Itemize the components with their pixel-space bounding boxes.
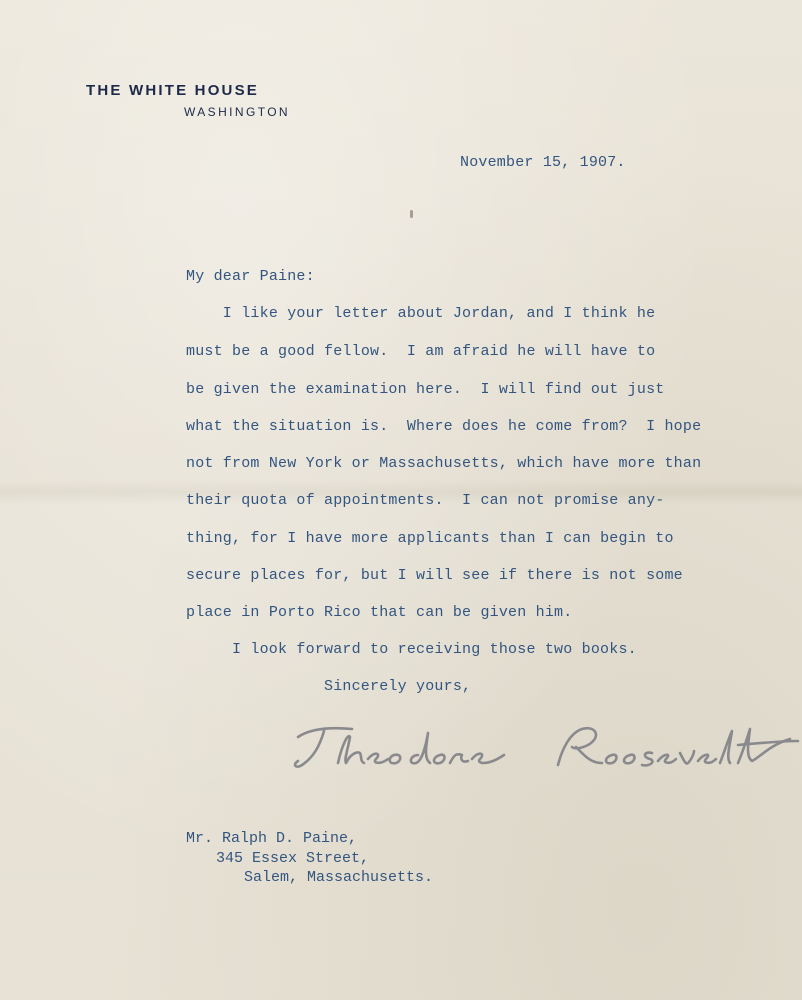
recipient-name: Mr. Ralph D. Paine,	[186, 830, 358, 847]
letter-closing-line: I look forward to receiving those two books.	[232, 641, 637, 658]
letter-date: November 15, 1907.	[460, 154, 626, 171]
recipient-street: 345 Essex Street,	[216, 850, 370, 867]
body-line-1: I like your letter about Jordan, and I think he	[186, 305, 656, 322]
handwritten-signature	[290, 715, 802, 785]
letter-salutation: My dear Paine:	[186, 268, 315, 285]
body-line-6: their quota of appointments. I can not promise any-	[186, 492, 665, 509]
complimentary-close: Sincerely yours,	[324, 678, 472, 695]
body-line-5: not from New York or Massachusetts, which have more than	[186, 455, 702, 472]
recipient-city: Salem, Massachusetts.	[244, 869, 434, 886]
body-line-7: thing, for I have more applicants than I can begin to	[186, 530, 674, 547]
body-line-8: secure places for, but I will see if there is not some	[186, 567, 683, 584]
body-line-4: what the situation is. Where does he come from? I hope	[186, 418, 702, 435]
letterhead-title: THE WHITE HOUSE	[86, 82, 260, 99]
paper-speck	[410, 210, 413, 218]
body-line-3: be given the examination here. I will find out just	[186, 381, 665, 398]
letterhead-subtitle: WASHINGTON	[184, 105, 291, 119]
body-line-9: place in Porto Rico that can be given him.	[186, 604, 573, 621]
body-line-2: must be a good fellow. I am afraid he will have to	[186, 343, 656, 360]
